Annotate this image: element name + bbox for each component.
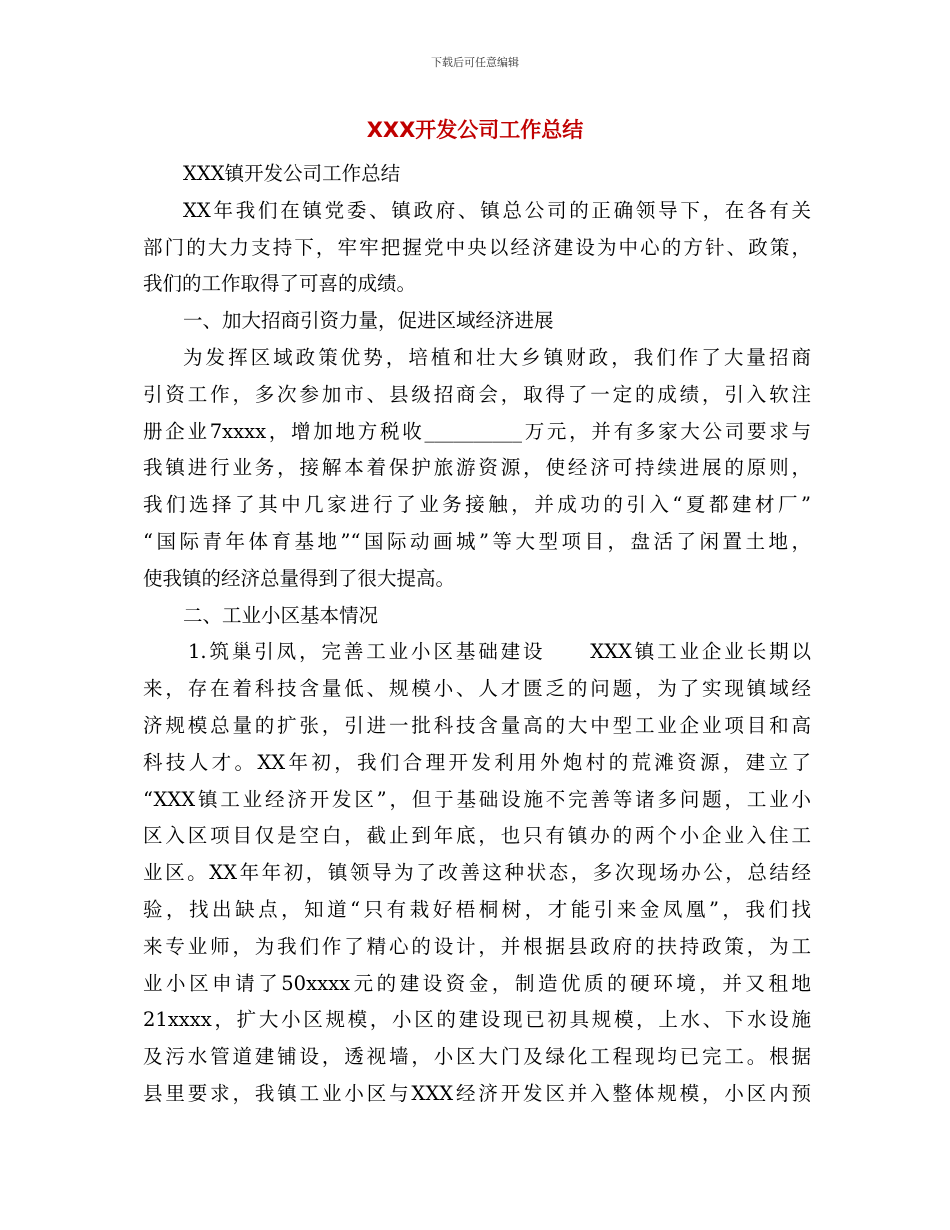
body-line: 我们的工作取得了可喜的成绩。: [143, 272, 417, 296]
body-line: 部门的大力支持下，牢牢把握党中央以经济建设为中心的方针、政策，: [143, 235, 811, 259]
body-line: 我镇进行业务，接解本着保护旅游资源，使经济可持续进展的原则，: [143, 456, 811, 480]
body-line: XX年我们在镇党委、镇政府、镇总公司的正确领导下，在各有关: [183, 198, 811, 222]
body-line: “XXX镇工业经济开发区”，但于基础设施不完善等诸多问题，工业小: [143, 787, 811, 811]
body-line: 来，存在着科技含量低、规模小、人才匮乏的问题，为了实现镇域经: [143, 677, 811, 701]
body-line: 一、加大招商引资力量，促进区域经济进展: [183, 309, 554, 333]
body-line: 册企业7xxxx，增加地方税收__________万元，并有多家大公司要求与: [143, 419, 811, 443]
body-line: 县里要求，我镇工业小区与XXX经济开发区并入整体规模，小区内预: [143, 1081, 811, 1105]
body-line: 21xxxx，扩大小区规模，小区的建设现已初具规模，上水、下水设施: [143, 1008, 811, 1032]
body-line: 及污水管道建铺设，透视墙，小区大门及绿化工程现均已完工。根据: [143, 1045, 811, 1069]
body-line: 二、工业小区基本情况: [183, 603, 379, 627]
body-line: 我们选择了其中几家进行了业务接触，并成功的引入“夏都建材厂”: [143, 493, 811, 517]
body-line: 为发挥区域政策优势，培植和壮大乡镇财政，我们作了大量招商: [183, 345, 811, 369]
document-body: [143, 156, 811, 1113]
body-line: 济规模总量的扩张，引进一批科技含量高的大中型工业企业项目和高: [143, 713, 811, 737]
body-line: 业小区申请了50xxxx元的建设资金，制造优质的硬环境，并又租地: [143, 971, 811, 995]
body-line: 1.筑巢引凤，完善工业小区基础建设 XXX镇工业企业长期以: [188, 640, 811, 664]
body-line: XXX镇开发公司工作总结: [183, 162, 401, 185]
header-note: 下载后可任意编辑: [431, 56, 519, 69]
body-line: 使我镇的经济总量得到了很大提高。: [143, 566, 456, 590]
document-title: XXX开发公司工作总结: [366, 118, 584, 142]
body-line: 验，找出缺点，知道“只有栽好梧桐树，才能引来金凤凰”，我们找: [143, 897, 811, 921]
body-line: 来专业师，为我们作了精心的设计，并根据县政府的扶持政策，为工: [143, 934, 811, 958]
body-line: 科技人才。XX年初，我们合理开发利用外炮村的荒滩资源，建立了: [143, 750, 811, 774]
body-line: 区入区项目仅是空白，截止到年底，也只有镇办的两个小企业入住工: [143, 824, 811, 848]
body-line: 业区。XX年年初，镇领导为了改善这种状态，多次现场办公，总结经: [143, 861, 811, 885]
body-line: “国际青年体育基地”“国际动画城”等大型项目，盘活了闲置土地，: [143, 529, 811, 553]
body-line: 引资工作，多次参加市、县级招商会，取得了一定的成绩，引入软注: [143, 382, 811, 406]
